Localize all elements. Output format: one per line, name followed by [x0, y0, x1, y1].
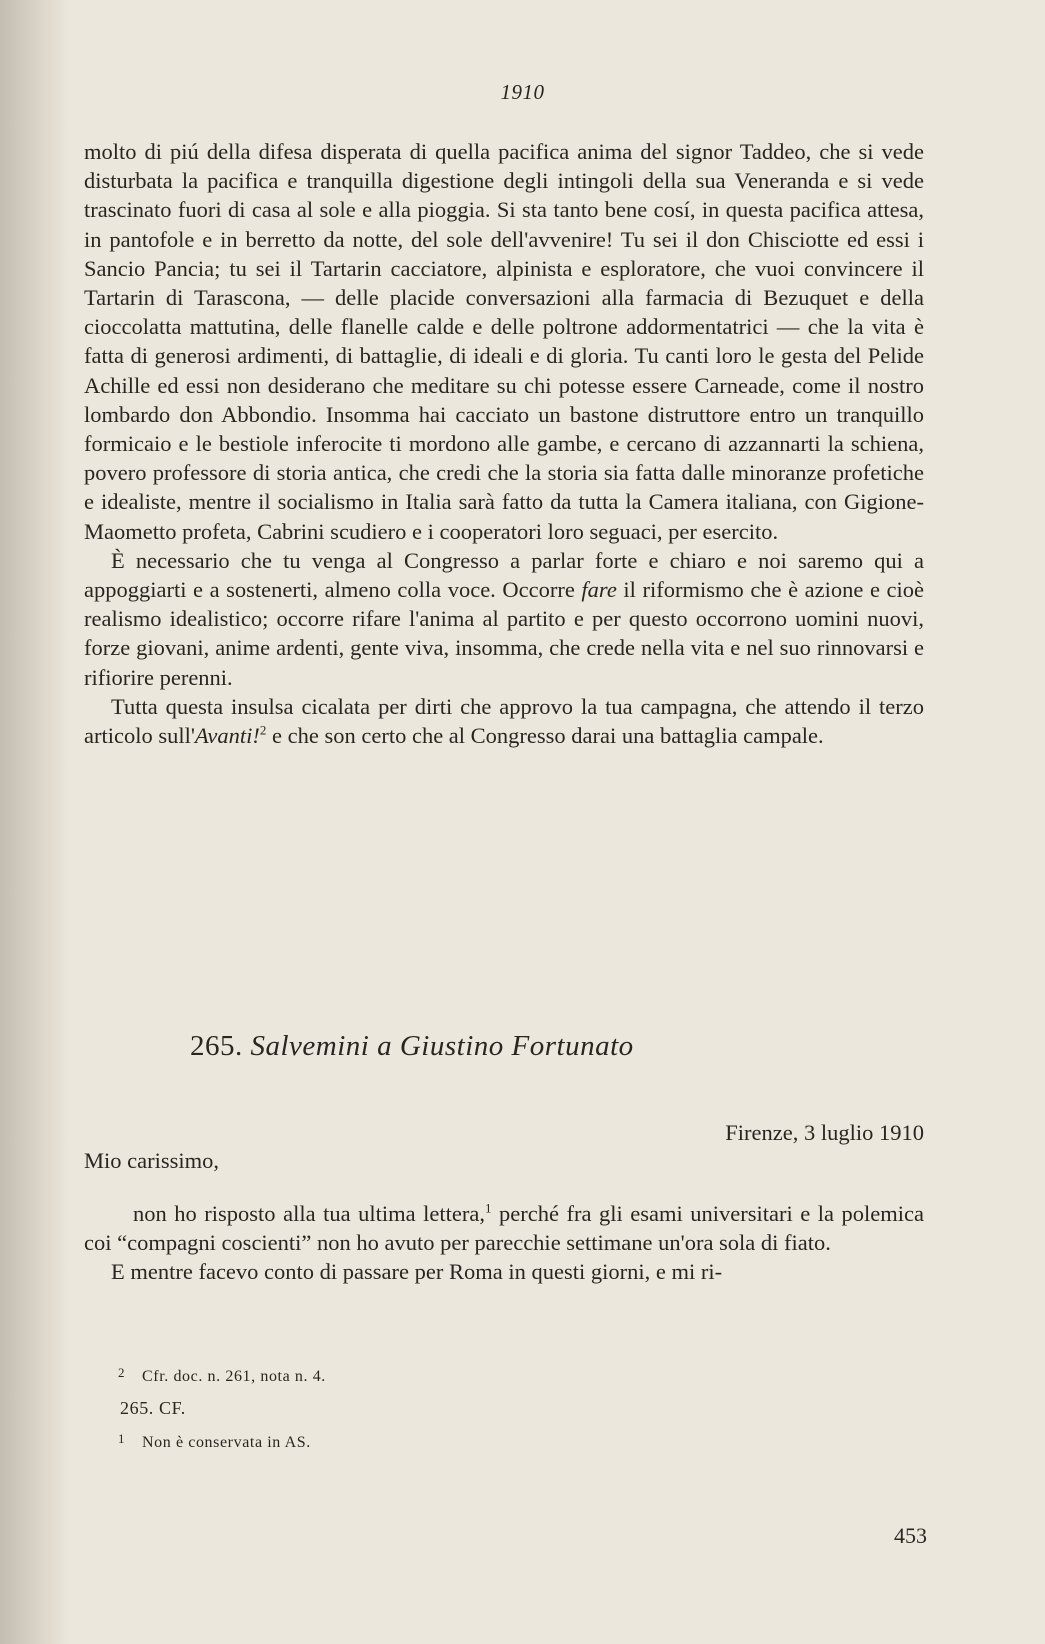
paragraph-2: [84, 546, 924, 692]
footnote-1-text: Non è conservata in AS.: [142, 1434, 311, 1451]
page-number: 453: [894, 1523, 927, 1548]
footnote-2: [118, 1365, 326, 1386]
footnote-2-mark: 2: [118, 1365, 126, 1380]
paragraph-3-newspaper: Avanti!: [194, 723, 260, 749]
footnote-1: [118, 1431, 311, 1452]
letter-paragraph-2: E mentre facevo conto di passare per Roma in questi giorni, e mi ri-: [111, 1259, 723, 1285]
paragraph-2-end: il riformismo che è azione e cioè realismo idealistico; occorre rifare l'anima al partito e per questo occorrono uomini nuovi, forze giovani, anime ardenti, gente viva, insomma, che crede nella vita e nel suo rinnovarsi e rifiorire perenni.: [84, 577, 925, 690]
footnote-ref-1: 1: [484, 1200, 492, 1216]
letter-place-date: Firenze, 3 luglio 1910: [725, 1120, 924, 1145]
body-text: [84, 137, 924, 750]
letter-paragraph-1: [84, 1199, 924, 1257]
running-head: 1910: [500, 80, 545, 104]
letter-number: 265.: [190, 1030, 243, 1062]
paragraph-3: [84, 692, 924, 750]
paragraph-2-start: È necessario che tu venga al Congresso a parlar forte e chiaro e noi saremo qui a appoggiarti e a sostenerti, almeno colla voce. Occorre: [84, 547, 924, 603]
letter-title: Salvemini a Giustino Fortunato: [250, 1030, 634, 1062]
letter-paragraph-1-start: non ho risposto alla tua ultima lettera,: [133, 1201, 485, 1226]
paragraph-3-end: e che son certo che al Congresso darai una battaglia campale.: [266, 723, 824, 749]
letter-salutation: Mio carissimo,: [84, 1148, 219, 1173]
letter-text: [84, 1199, 924, 1287]
letter-heading: [190, 1030, 634, 1063]
document-reference: 265. CF.: [120, 1398, 186, 1418]
paragraph-2-emphasis: fare: [581, 577, 617, 603]
paragraph-1: molto di piú della difesa disperata di quella pacifica anima del signor Taddeo, che si vede disturbata la pacifica e tranquilla digestione degli intingoli della sua Veneranda e si vede trascinato fuori di casa al sole e alla pioggia. Si sta tanto bene cosí, in questa pacifica attesa, in pantofole e in berretto da notte, del sole dell'avvenire! Tu sei il don Chisciotte ed essi i Sancio Pancia; tu sei il Tartarin cacciatore, alpinista e esploratore, che vuoi convincere il Tartarin di Tarascona, — delle placide conversazioni alla farmacia di Bezuquet e della cioccolatta mattutina, delle flanelle calde e delle poltrone addormentatrici — che la vita è fatta di generosi ardimenti, di battaglie, di ideali e di gloria. Tu canti loro le gesta del Pelide Achille ed essi non desiderano che meditare su chi potesse essere Carneade, come il nostro lombardo don Abbondio. Insomma hai cacciato un bastone distruttore entro un tranquillo formicaio e le bestiole inferocite ti mordono alle gambe, e cercano di azzannarti la schiena, povero professore di storia antica, che credi che la storia sia fatta dalle minoranze profetiche e idealiste, mentre il socialismo in Italia sarà fatto da tutta la Camera italiana, con Gigione-Maometto profeta, Cabrini scudiero e i cooperatori loro seguaci, per esercito.: [84, 139, 924, 544]
footnote-1-mark: 1: [118, 1431, 126, 1446]
letter-paragraph-1-end: perché fra gli esami universitari e la polemica coi “compagni coscienti” non ho avuto per parecchie settimane un'ora sola di fiato.: [84, 1201, 924, 1256]
page-edge-shadow: [0, 0, 70, 1644]
footnote-ref-2: 2: [259, 722, 267, 738]
paragraph-3-start: Tutta questa insulsa cicalata per dirti che approvo la tua campagna, che attendo il terzo articolo sull': [84, 693, 924, 749]
footnote-2-text: Cfr. doc. n. 261, nota n. 4.: [142, 1368, 326, 1385]
